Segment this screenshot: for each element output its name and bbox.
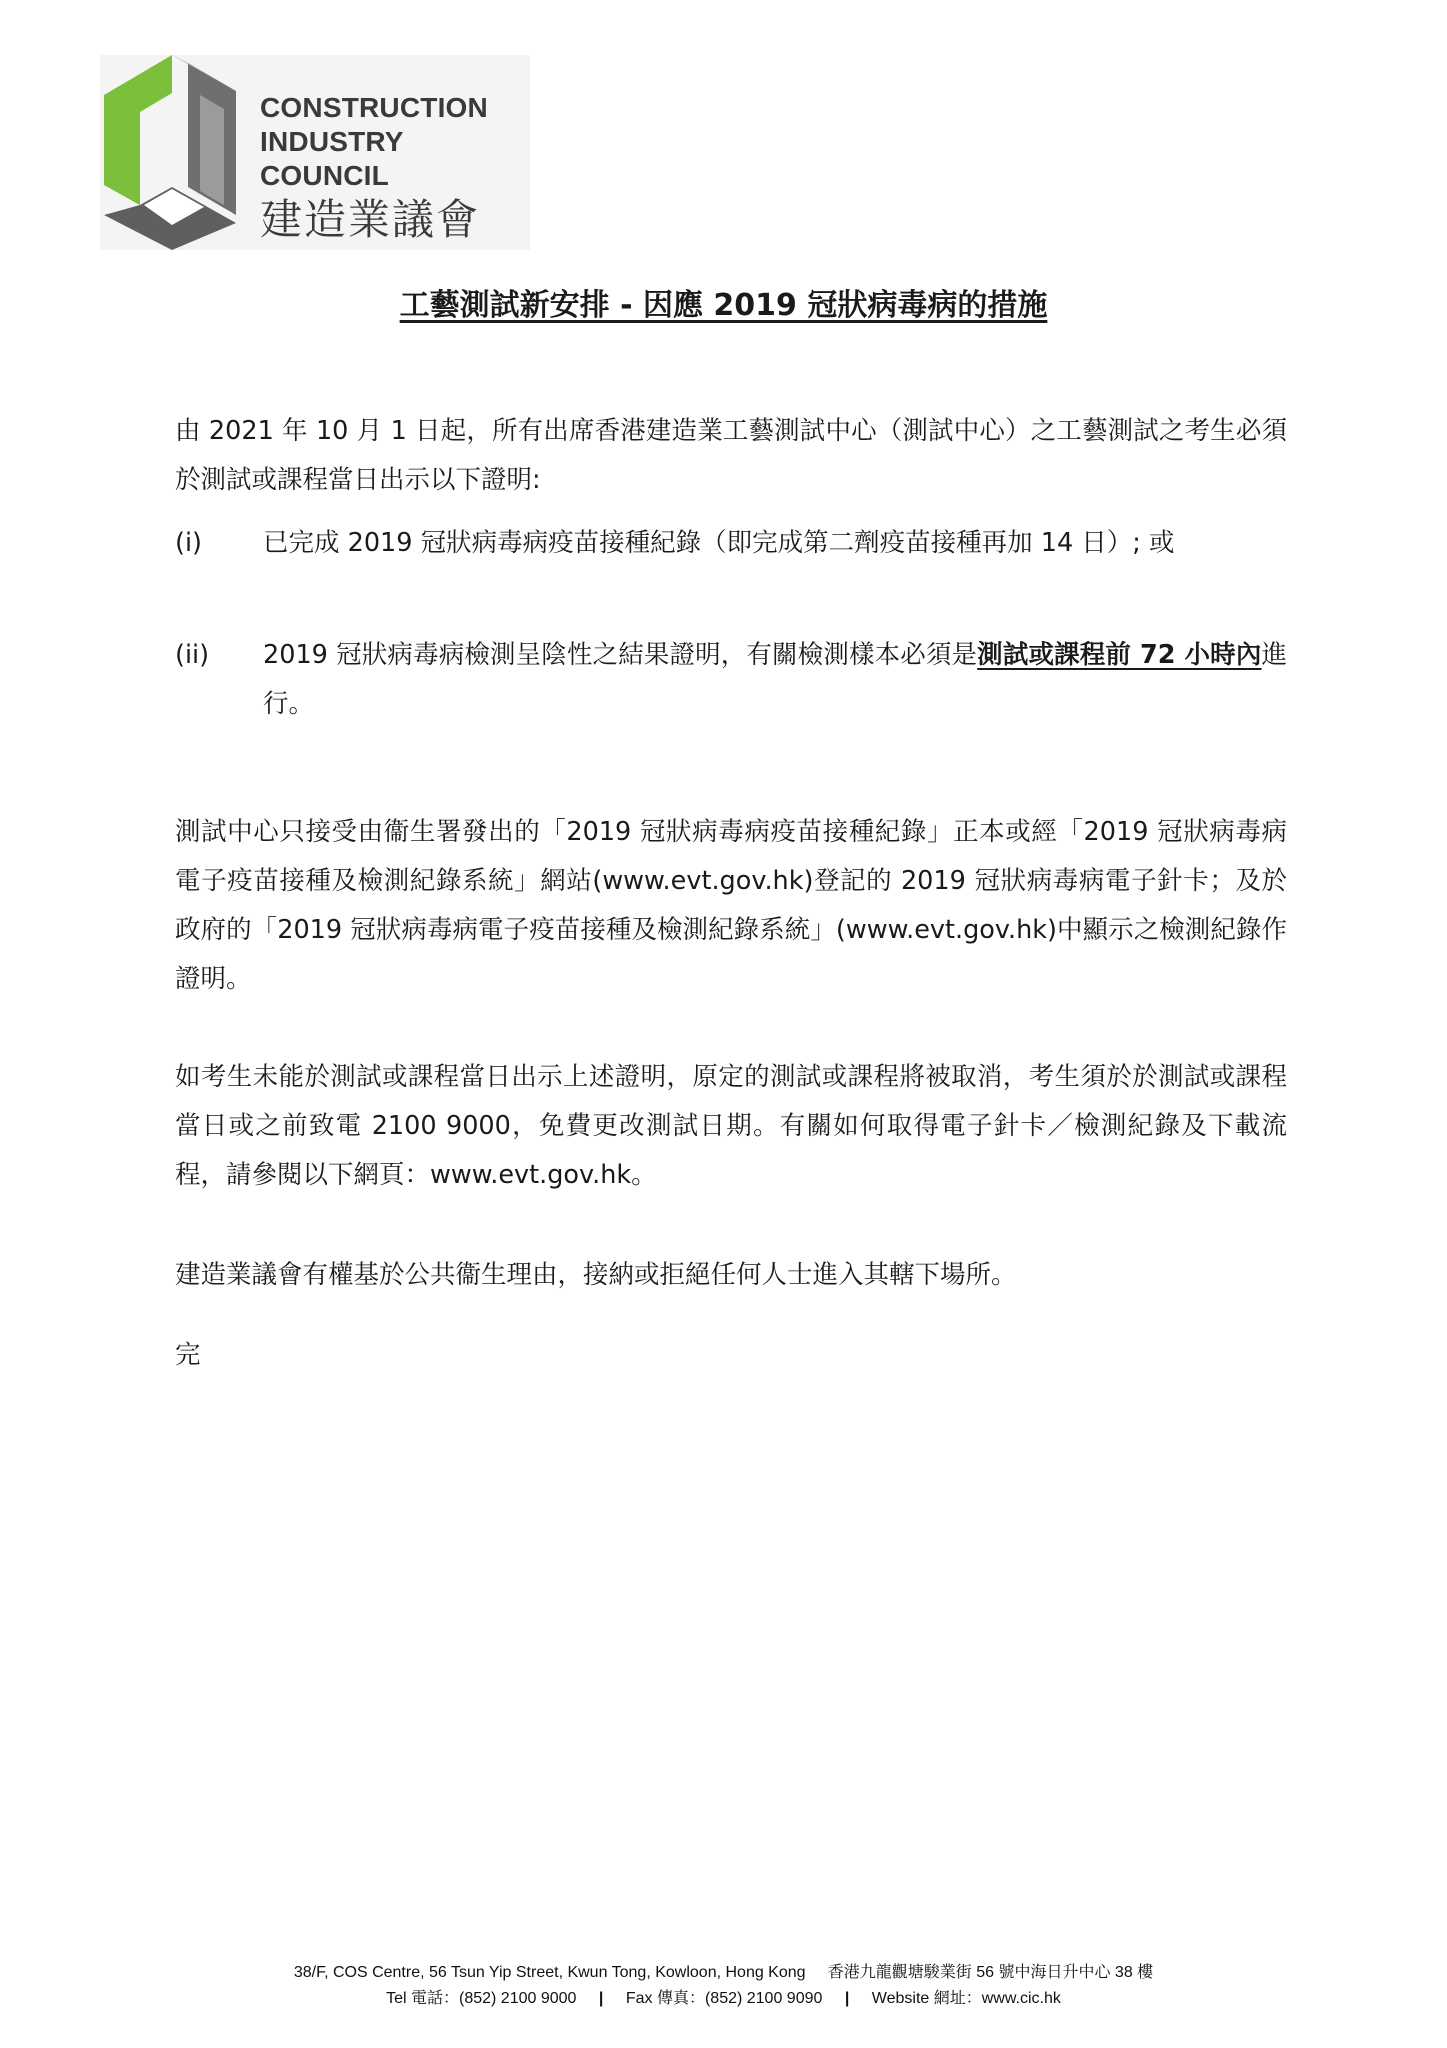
list-item-text: 已完成 2019 冠狀病毒病疫苗接種紀錄（即完成第二劑疫苗接種再加 14 日）; 或 bbox=[263, 528, 1175, 558]
logo-en-line2: INDUSTRY COUNCIL bbox=[260, 126, 404, 191]
footer-fax: Fax 傳真：(852) 2100 9090 bbox=[625, 1990, 823, 2007]
footer-contacts bbox=[0, 1986, 1447, 2012]
cic-logo bbox=[100, 55, 530, 250]
document-title-text: 工藝測試新安排 - 因應 2019 冠狀病毒病的措施 bbox=[399, 288, 1048, 323]
footer-tel: Tel 電話：(852) 2100 9000 bbox=[386, 1990, 577, 2007]
footer-address bbox=[0, 1960, 1447, 1986]
paragraph-cancellation: 如考生未能於測試或課程當日出示上述證明，原定的測試或課程將被取消，考生須於於測試或課程當日或之前致電 2100 9000，免費更改測試日期。有關如何取得電子針卡／檢測紀錄及下載流程，請參閱以下網頁：www.evt.gov.hk。 bbox=[175, 1062, 1287, 1190]
footer bbox=[0, 1960, 1447, 2012]
footer-website: Website 網址：www.cic.hk bbox=[871, 1990, 1061, 2007]
list-marker: (ii) bbox=[175, 640, 210, 670]
list-item-text bbox=[263, 631, 1287, 729]
logo-text bbox=[260, 91, 530, 247]
list-item bbox=[175, 631, 1287, 729]
list-item-text-emphasis: 測試或課程前 72 小時內 bbox=[977, 640, 1262, 670]
paragraph-end: 完 bbox=[175, 1340, 201, 1370]
paragraph-rights: 建造業議會有權基於公共衞生理由，接納或拒絕任何人士進入其轄下場所。 bbox=[175, 1260, 1017, 1290]
cic-logo-mark-icon bbox=[100, 55, 260, 250]
logo-zh-name: 建造業議會 bbox=[260, 195, 481, 244]
footer-separator: | bbox=[844, 1990, 850, 2007]
logo-en-line1: CONSTRUCTION bbox=[260, 92, 488, 123]
footer-separator: | bbox=[598, 1990, 604, 2007]
paragraph-intro: 由 2021 年 10 月 1 日起，所有出席香港建造業工藝測試中心（測試中心）之工藝測試之考生必須於測試或課程當日出示以下證明: bbox=[175, 416, 1287, 495]
list-item-text-after: 進行。 bbox=[263, 640, 1287, 719]
paragraph-accepted-proof: 測試中心只接受由衞生署發出的「2019 冠狀病毒病疫苗接種紀錄」正本或經「2019 冠狀病毒病電子疫苗接種及檢測紀錄系統」網站(www.evt.gov.hk)登記的 2019 冠狀病毒病電子針卡；及於政府的「2019 冠狀病毒病電子疫苗接種及檢測紀錄系統」(www.evt.gov.hk)中顯示之檢測紀錄作證明。 bbox=[175, 817, 1287, 994]
document-title bbox=[0, 284, 1447, 328]
list-marker: (i) bbox=[175, 528, 202, 558]
list-item-text-before: 2019 冠狀病毒病檢測呈陰性之結果證明，有關檢測樣本必須是 bbox=[263, 640, 978, 670]
footer-address-zh: 香港九龍觀塘駿業街 56 號中海日升中心 38 樓 bbox=[827, 1964, 1154, 1981]
footer-address-en: 38/F, COS Centre, 56 Tsun Yip Street, Kwun Tong, Kowloon, Hong Kong bbox=[293, 1964, 806, 1981]
list-item bbox=[175, 519, 1287, 568]
